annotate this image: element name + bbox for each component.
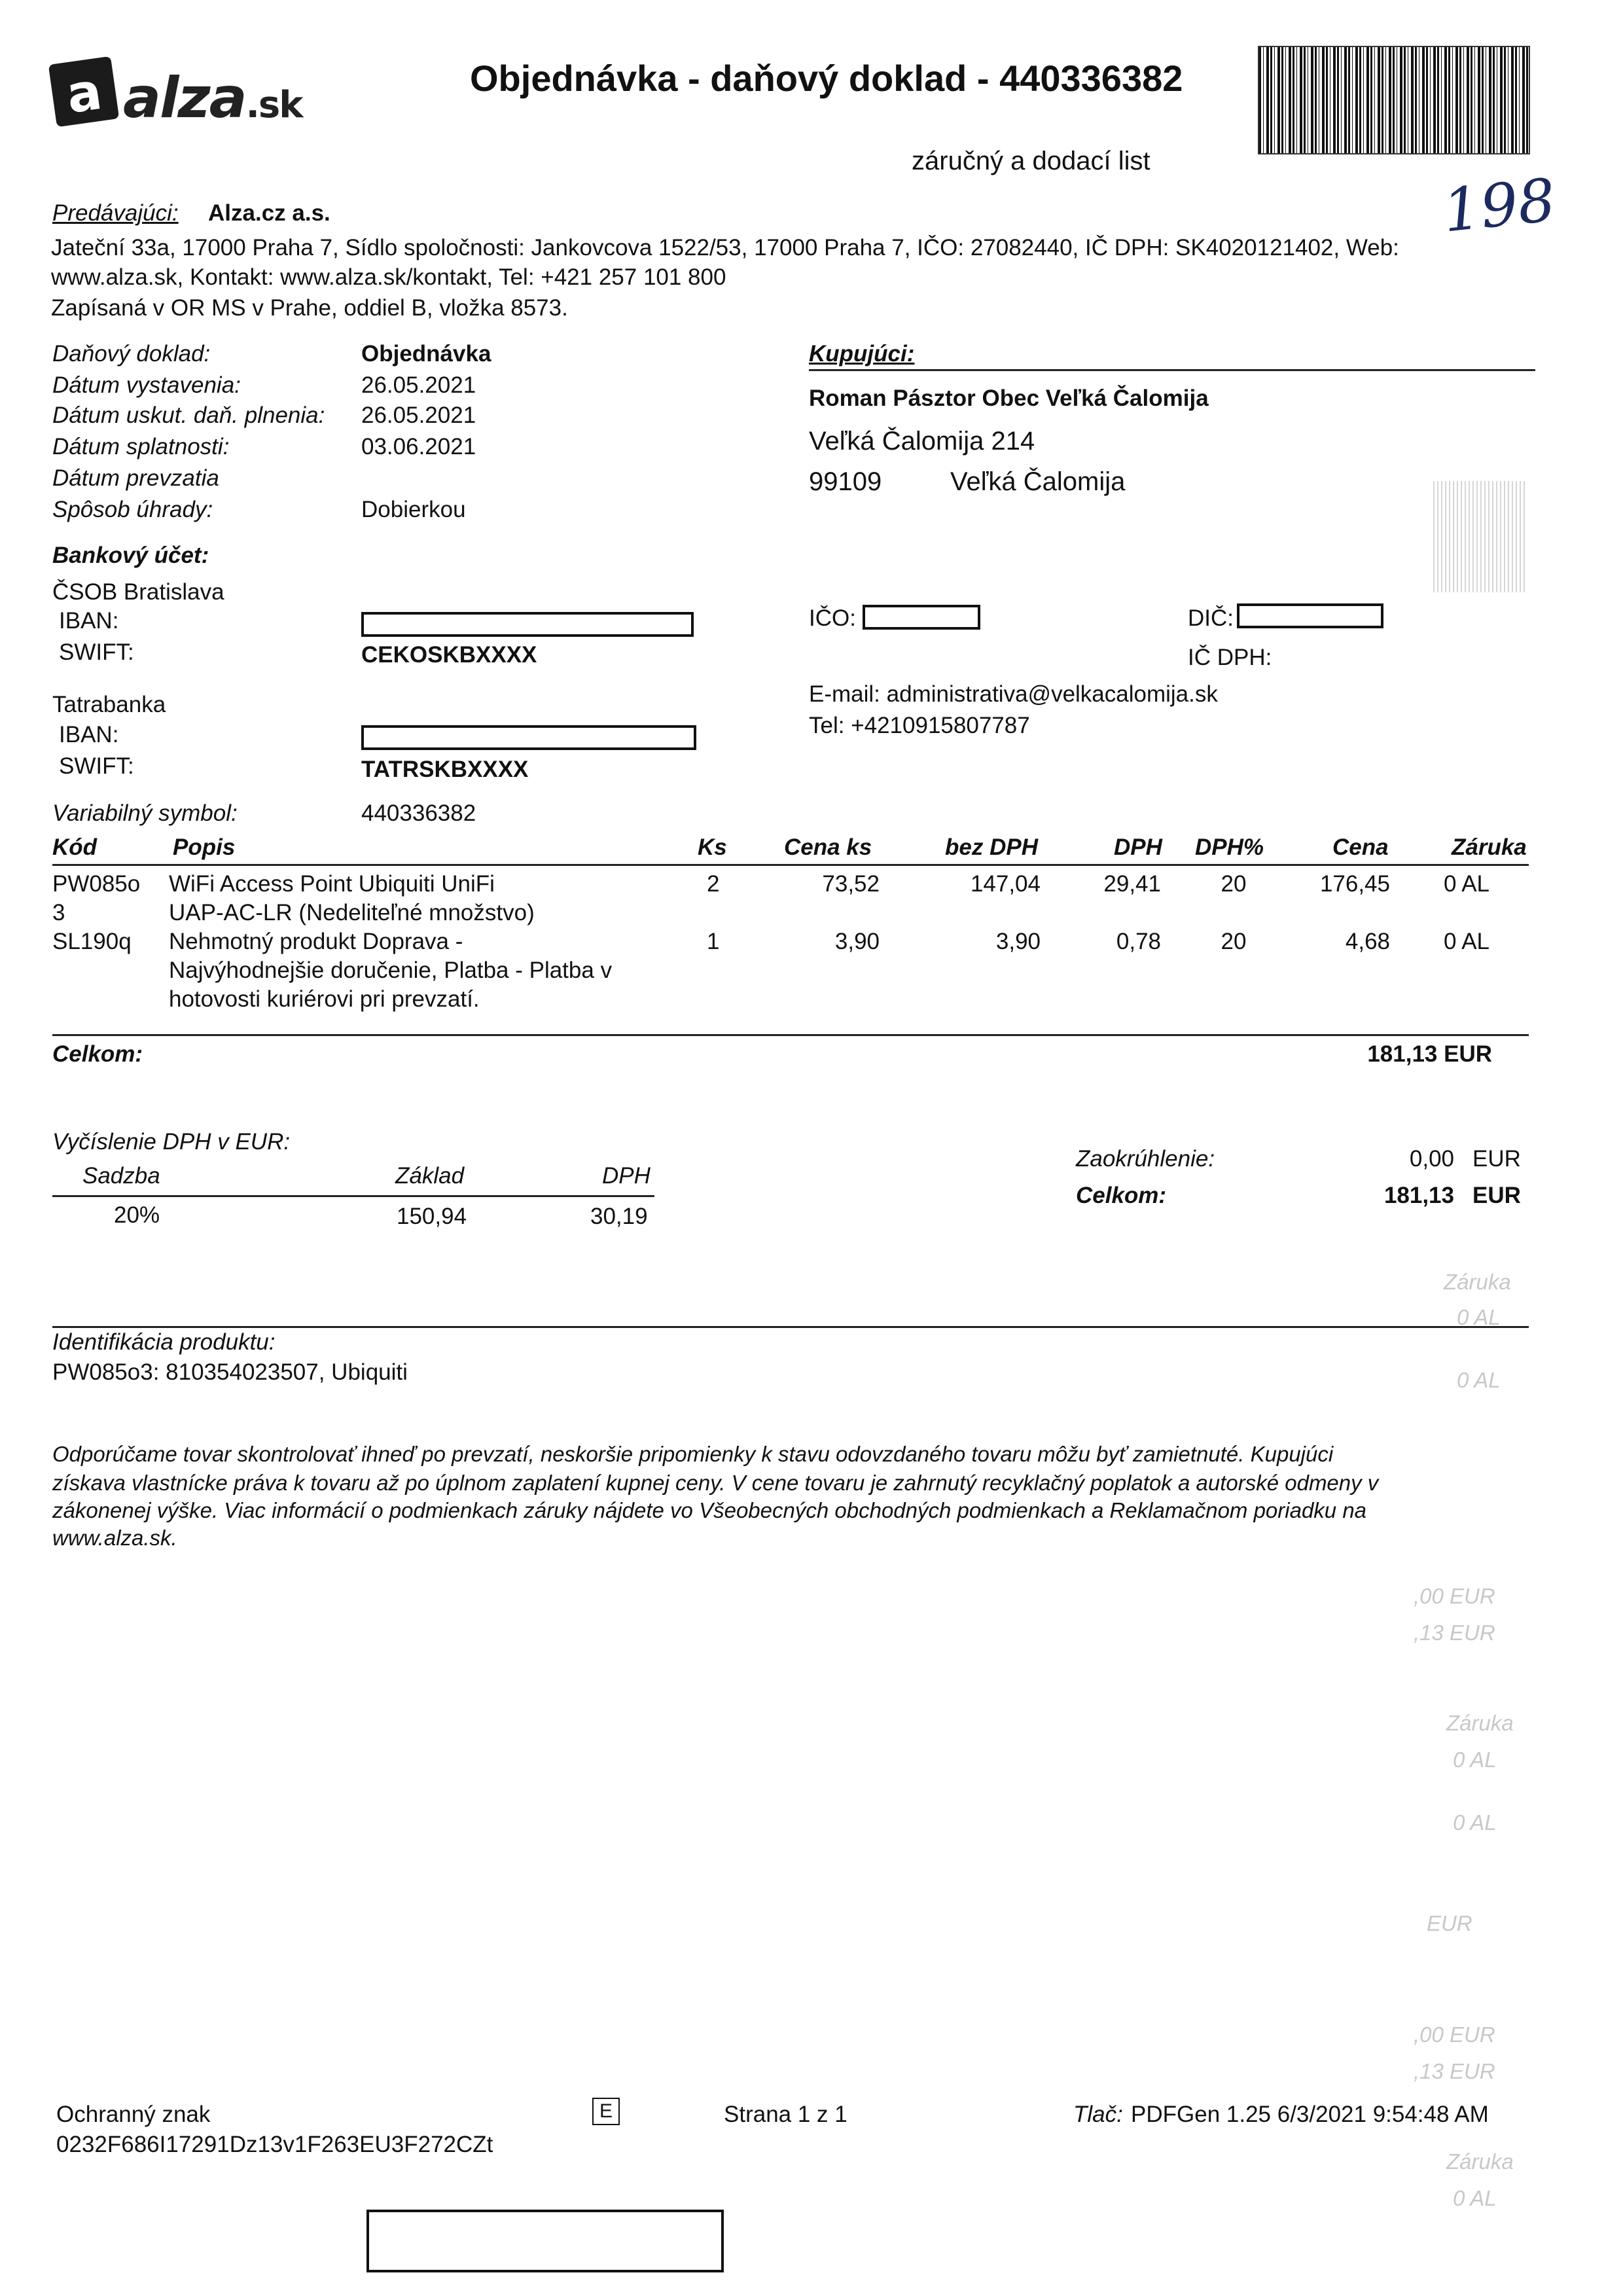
e-mark: E [592,2098,620,2125]
row2-popis-1: Nehmotný produkt Doprava - [169,929,463,954]
page-number: Strana 1 z 1 [724,2102,847,2127]
seller-registry: Zapísaná v OR MS v Prahe, oddiel B, vložka 8573. [51,295,568,321]
info-value-tax: 26.05.2021 [361,403,476,428]
row2-bez-dph: 3,90 [995,929,1041,954]
col-zaruka: Záruka [1452,834,1527,860]
buyer-ico-label: IČO: [809,605,856,631]
bank-tatra-iban-label: IBAN: [59,722,119,747]
vat-row-dph: 30,19 [590,1204,648,1229]
bank-csob-name: ČSOB Bratislava [52,579,224,605]
row2-dph-pct: 20 [1221,929,1247,954]
handwritten-number: 198 [1439,166,1559,246]
product-id-label: Identifikácia produktu: [52,1329,276,1355]
row2-kod: SL190q [52,929,132,954]
row1-dph-pct: 20 [1221,871,1247,897]
info-label-doc: Daňový doklad: [52,341,211,367]
ghost-oal-4: 0 AL [1453,1810,1497,1835]
ghost-oal-5: 0 AL [1453,2186,1497,2210]
order-barcode [1258,46,1530,154]
buyer-label: Kupujúci: [809,341,915,367]
document-title: Objednávka - daňový doklad - 440336382 [470,58,1183,99]
vat-row-zaklad: 150,94 [397,1204,467,1229]
variable-symbol-value: 440336382 [361,800,476,826]
product-id-value: PW085o3: 810354023507, Ubiquiti [52,1359,408,1385]
vat-header-divider [52,1195,654,1197]
product-id-divider [52,1326,1529,1328]
table-total-divider [52,1034,1529,1036]
ghost-oal-3: 0 AL [1453,1748,1497,1772]
buyer-email: E-mail: administrativa@velkacalomija.sk [809,681,1218,707]
info-label-pickup: Dátum prevzatia [52,465,219,491]
col-kod: Kód [52,834,98,860]
seller-label: Predávajúci: [52,200,179,226]
row1-zaruka: 0 AL [1443,871,1490,897]
ghost-eur-1: ,00 EUR [1414,1584,1495,1608]
redacted-iban-csob [361,612,694,637]
print-label: Tlač: [1073,2102,1123,2127]
notice-line-3: zákonenej výške. Viac informácií o podmienkach záruky nájdete vo Všeobecných obchodných podmienkach a Reklamačnom poriadku na [52,1498,1367,1522]
col-dph-pct: DPH% [1195,834,1264,860]
col-popis: Popis [173,834,236,860]
rounding-label: Zaokrúhlenie: [1076,1146,1215,1172]
buyer-divider [809,369,1535,371]
redacted-stamp [366,2210,724,2272]
bank-csob-iban-label: IBAN: [59,608,119,634]
row2-cena: 4,68 [1345,929,1390,954]
ghost-zaruka-1: Záruka [1444,1270,1511,1294]
col-bez-dph: bez DPH [945,834,1038,860]
bank-csob-swift-label: SWIFT: [59,639,134,665]
row1-cena-ks: 73,52 [822,871,880,897]
vat-title: Vyčíslenie DPH v EUR: [52,1129,291,1155]
row2-popis-2: Najvýhodnejšie doručenie, Platba - Platba v [169,958,613,983]
buyer-dic-label: DIČ: [1188,605,1234,631]
bank-tatra-name: Tatrabanka [52,692,166,717]
ghost-eur-5: ,13 EUR [1414,2059,1495,2083]
row1-kod-2: 3 [52,900,65,925]
seller-name: Alza.cz a.s. [208,200,330,226]
row1-popis-2: UAP-AC-LR (Nedeliteľné množstvo) [169,900,535,925]
notice-line-2: získava vlastnícke práva k tovaru až po úplnom zaplatení kupnej ceny. V cene tovaru je zahrnutý recyklačný poplatok a autorské odmeny v [52,1471,1379,1495]
col-ks: Ks [698,834,727,860]
row2-cena-ks: 3,90 [834,929,880,954]
security-label: Ochranný znak [56,2102,211,2127]
buyer-tel: Tel: +4210915807787 [809,713,1030,738]
seller-contact: www.alza.sk, Kontakt: www.alza.sk/kontakt, Tel: +421 257 101 800 [51,264,726,290]
document-subtitle: záručný a dodací list [912,147,1150,175]
security-code: 0232F686I17291Dz13v1F263EU3F272CZt [56,2132,493,2157]
ghost-zaruka-2: Záruka [1446,1711,1514,1735]
rounding-value: 0,00 [1409,1146,1454,1172]
row1-dph: 29,41 [1103,871,1161,897]
col-dph: DPH [1114,834,1162,860]
redacted-iban-tatra [361,725,696,750]
row1-kod-1: PW085o [52,871,141,897]
table-header-divider [52,864,1529,866]
ghost-zaruka-3: Záruka [1446,2149,1514,2174]
ghost-oal-1: 0 AL [1457,1305,1501,1329]
col-cena: Cena [1332,834,1389,860]
row2-popis-3: hotovosti kuriérovi pri prevzatí. [169,986,480,1012]
info-label-payment: Spôsob úhrady: [52,497,213,522]
print-info: PDFGen 1.25 6/3/2021 9:54:48 AM [1131,2102,1489,2127]
row1-popis-1: WiFi Access Point Ubiquiti UniFi [169,871,495,897]
vat-col-zaklad: Základ [395,1163,465,1189]
vat-col-sadzba: Sadzba [82,1163,160,1189]
seller-address: Jateční 33a, 17000 Praha 7, Sídlo spoločnosti: Jankovcova 1522/53, 17000 Praha 7, IČO: 27082440, IČ DPH: SK4020121402, Web: [51,235,1399,260]
summary-total-label: Celkom: [1076,1183,1167,1208]
row2-ks: 1 [707,929,720,954]
info-label-due: Dátum splatnosti: [52,434,230,459]
buyer-street: Veľká Čalomija 214 [809,427,1035,456]
ghost-oal-2: 0 AL [1457,1368,1501,1392]
summary-total-currency: EUR [1472,1183,1521,1208]
row2-zaruka: 0 AL [1443,929,1490,954]
buyer-city: Veľká Čalomija [950,467,1126,496]
info-label-tax: Dátum uskut. daň. plnenia: [52,403,325,428]
bank-tatra-swift-label: SWIFT: [59,753,134,779]
row1-cena: 176,45 [1319,871,1390,897]
faded-barcode [1433,481,1525,592]
vat-col-dph: DPH [602,1163,651,1189]
info-value-issue: 26.05.2021 [361,372,476,398]
info-value-payment: Dobierkou [361,497,466,522]
info-value-due: 03.06.2021 [361,434,476,459]
notice-line-4: www.alza.sk. [52,1526,177,1550]
buyer-icdph-label: IČ DPH: [1188,645,1272,670]
variable-symbol-label: Variabilný symbol: [52,800,238,826]
redacted-dic [1237,603,1383,628]
ghost-eur-3: EUR [1427,1911,1472,1935]
bank-label: Bankový účet: [52,543,209,568]
row1-ks: 2 [707,871,720,897]
col-cena-ks: Cena ks [784,834,872,860]
bank-tatra-swift: TATRSKBXXXX [361,757,529,782]
ghost-eur-4: ,00 EUR [1414,2022,1495,2047]
table-total-label: Celkom: [52,1041,143,1067]
ghost-eur-2: ,13 EUR [1414,1621,1495,1645]
info-label-issue: Dátum vystavenia: [52,372,241,398]
alza-logo: alza.sk [123,65,302,131]
table-total-value: 181,13 EUR [1367,1041,1492,1067]
vat-row-sadzba: 20% [114,1202,160,1228]
buyer-zip: 99109 [809,467,882,496]
rounding-currency: EUR [1472,1146,1521,1172]
row2-dph: 0,78 [1116,929,1161,954]
bank-csob-swift: CEKOSKBXXXX [361,642,537,668]
summary-total-value: 181,13 [1383,1183,1454,1208]
alza-logo-mark: a [48,56,119,127]
redacted-ico [863,605,980,630]
info-value-doc: Objednávka [361,341,491,367]
notice-line-1: Odporúčame tovar skontrolovať ihneď po prevzatí, neskoršie pripomienky k stavu odovzdaného tovaru môžu byť zamietnuté. Kupujúci [52,1442,1334,1466]
row1-bez-dph: 147,04 [970,871,1041,897]
buyer-name: Roman Pásztor Obec Veľká Čalomija [809,386,1209,411]
